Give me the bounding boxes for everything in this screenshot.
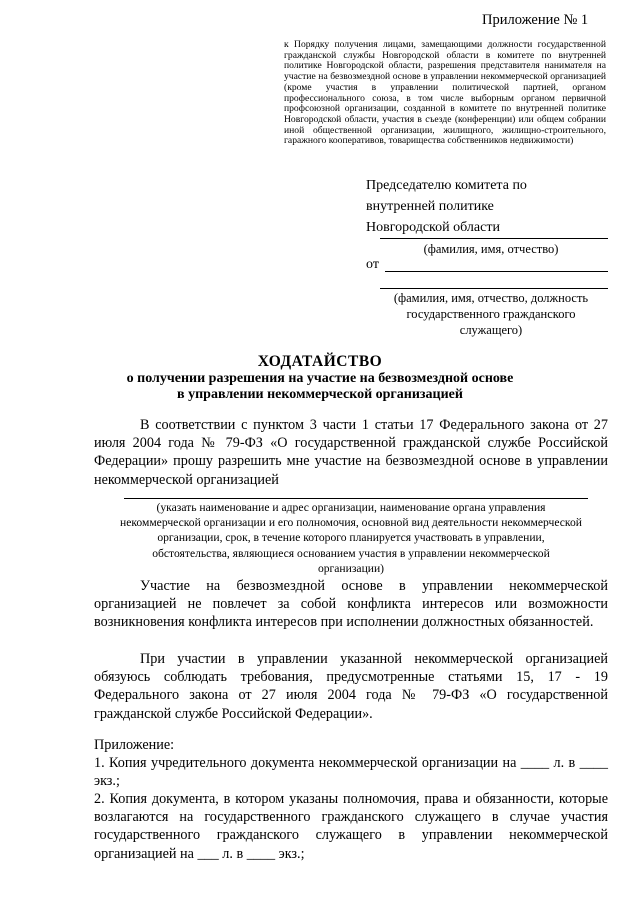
attachment-item-1: 1. Копия учредительного документа некоммерческой организации на ____ л. в ____ экз.; — [94, 755, 608, 790]
addressee-block — [366, 175, 616, 238]
from-label: от — [366, 257, 379, 272]
name-fill-line — [380, 238, 608, 239]
attachment-item-2: 2. Копия документа, в котором указаны полномочия, права и обязанности, которые возлагаются на государственного гражданского служащего в случае участия государственного гражданского служащего в управлении некоммерческой организацией на ___ л. в ____ экз.; — [94, 791, 608, 862]
document-title: ХОДАТАЙСТВО — [257, 353, 383, 370]
organization-caption-line-4: обстоятельства, являющиеся основанием участия в управлении некоммерческой — [152, 546, 550, 560]
organization-caption — [94, 500, 608, 576]
organization-caption-line-3: организации, срок, в течение которого планируется участвовать в управлении, — [157, 531, 545, 545]
addressee-line-2: внутренней политике — [366, 199, 494, 214]
from-caption — [366, 290, 616, 338]
addressee-line-1: Председателю комитета по — [366, 178, 527, 193]
conflict-paragraph: Участие на безвозмездной основе в управлении некоммерческой организацией не повлечет за собой конфликта интересов или возможности возникновения конфликта интересов при исполнении должностных обязанностей. — [94, 578, 608, 631]
from-fill-line — [385, 271, 608, 272]
request-paragraph: В соответствии с пунктом 3 части 1 статьи 17 Федерального закона от 27 июля 2004 года № 79-ФЗ «О государственной гражданской службе Российской Федерации» прошу разрешить мне участие на безвозмездной основе в управлении некоммерческой организацией — [94, 417, 608, 488]
from-fill-line-2 — [380, 288, 608, 289]
attachments-label: Приложение: — [94, 737, 175, 753]
annex-note: к Порядку получения лицами, замещающими должности государственной гражданской службы Новгородской области в комитете по внутренней политике Новгородской области, разрешения представителя нанимателя на участие на безвозмездной основе в управлении некоммерческой организацией (кроме участия в управлении политической партией, органом профессионального союза, в том числе выборным органом первичной профсоюзной организации, созданной в комитете по внутренней политике Новгородской области, участия в съезде (конференции) или общем собрании иной общественной организации, жилищного, жилищно-строительного, гаражного кооперативов, товарищества собственников недвижимости) — [284, 39, 606, 147]
from-caption-line-2: государственного гражданского — [406, 307, 576, 321]
organization-caption-line-2: некоммерческой организации и его полномочия, основной вид деятельности некоммерческой — [120, 516, 582, 530]
from-caption-line-1: (фамилия, имя, отчество, должность — [393, 291, 589, 305]
obligation-paragraph: При участии в управлении указанной некоммерческой организацией обязуюсь соблюдать требования, предусмотренные статьями 15, 17 - 19 Федерального закона от 27 июля 2004 года № 79-ФЗ «О государственной гражданской службе Российской Федерации». — [94, 651, 608, 722]
organization-caption-line-1: (указать наименование и адрес организации, наименование органа управления — [156, 501, 546, 514]
document-subtitle-1: о получении разрешения на участие на безвозмездной основе — [126, 371, 514, 386]
addressee-line-3: Новгородской области — [366, 220, 500, 235]
annex-title: Приложение № 1 — [482, 12, 589, 28]
organization-fill-line — [124, 498, 588, 499]
document-subtitle-2: в управлении некоммерческой организацией — [177, 387, 463, 402]
from-caption-line-3: служащего) — [459, 323, 523, 337]
organization-caption-line-5: организации) — [317, 561, 385, 575]
name-caption: (фамилия, имя, отчество) — [423, 242, 559, 256]
